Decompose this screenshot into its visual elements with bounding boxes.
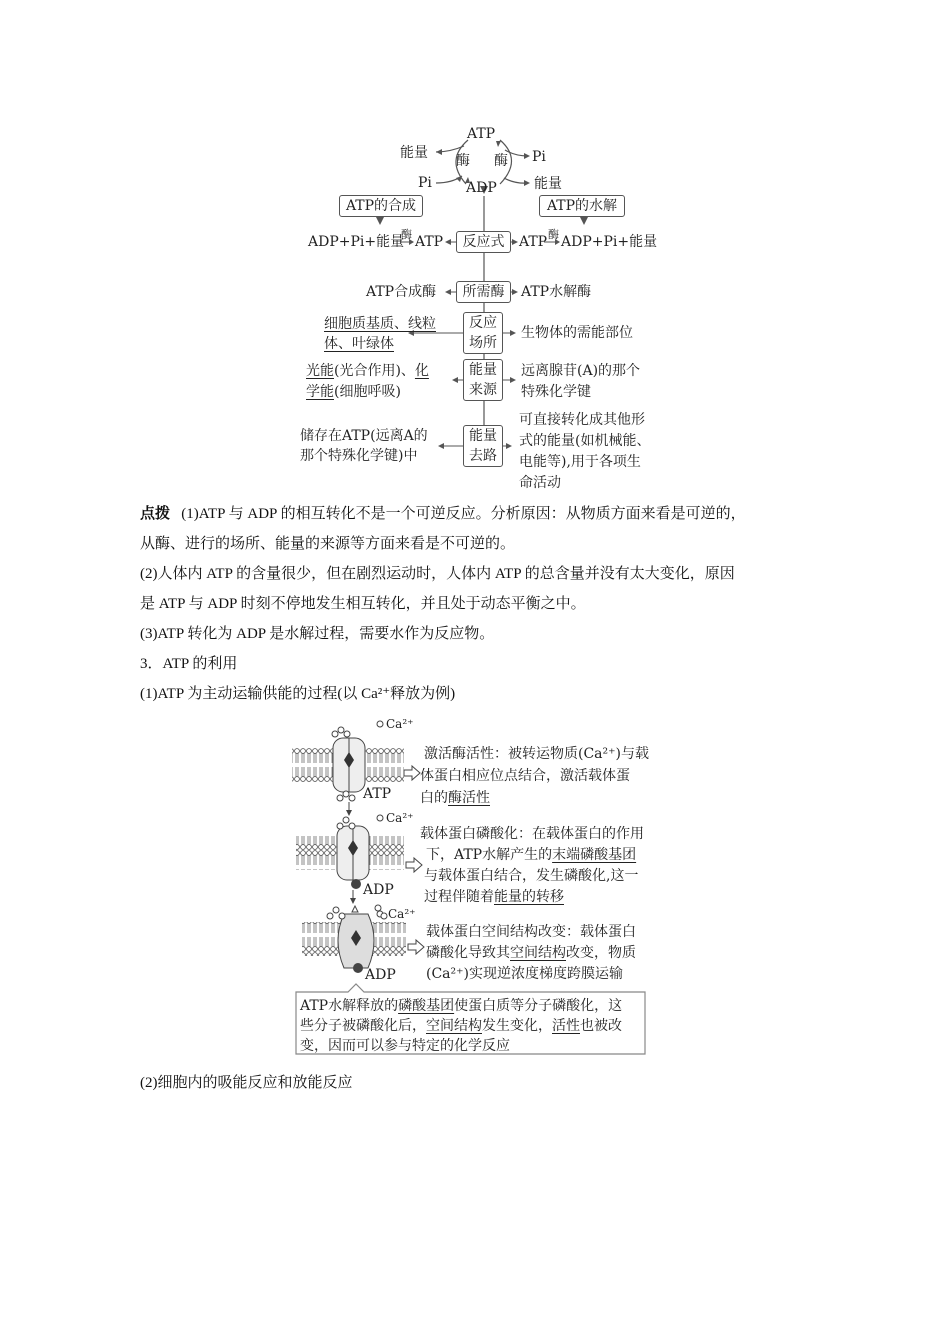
fate-right-line1: 可直接转化成其他形 xyxy=(519,412,645,428)
equation-left-product: ATP xyxy=(415,234,444,250)
tip-p1-line2: 从酶、进行的场所、能量的来源等方面来看是不可逆的。 xyxy=(140,536,516,552)
tip-p2-line2: 是 ATP 与 ADP 时刻不停地发生相互转化，并且处于动态平衡之中。 xyxy=(140,596,586,612)
tip-p1-line1-text: (1)ATP 与 ADP 的相互转化不是一个可逆反应。分析原因：从物质方面来看是可逆的， xyxy=(181,506,746,522)
synthesis-title-box: ATP的合成 xyxy=(339,195,423,217)
equation-left: ADP+Pi+能量 xyxy=(308,234,405,250)
step1-line3 xyxy=(420,788,490,808)
cycle-enzyme-left: 酶 xyxy=(456,153,470,169)
step3-line2-c: 改变，物质 xyxy=(566,945,636,961)
equation-right-product: ADP+Pi+能量 xyxy=(561,234,658,250)
step3-line3: (Ca²⁺)实现逆浓度梯度跨膜运输 xyxy=(426,966,623,982)
summary-line2 xyxy=(300,1016,622,1036)
ca-label-1: Ca²⁺ xyxy=(386,717,414,731)
tip-p2-line1: (2)人体内 ATP 的含量很少，但在剧烈运动时，人体内 ATP 的总含量并没有太大变化，原因 xyxy=(140,566,735,582)
source-respiration: (细胞呼吸) xyxy=(334,384,401,400)
step2-line4-a: 过程伴随着 xyxy=(424,889,494,905)
step2-line1: 载体蛋白磷酸化：在载体蛋白的作用 xyxy=(420,826,644,842)
fate-right-line3: 电能等),用于各项生 xyxy=(519,454,641,470)
site-left-line1: 细胞质基质、线粒 xyxy=(324,316,436,332)
hydrolysis-title-box: ATP的水解 xyxy=(539,195,625,217)
summary-line1 xyxy=(300,996,622,1016)
cycle-enzyme-right: 酶 xyxy=(494,153,508,169)
cycle-right-energy: 能量 xyxy=(534,176,562,192)
site-left-line2: 体、叶绿体 xyxy=(324,336,394,352)
source-light-energy: 光能 xyxy=(306,363,334,379)
step3-spatial-structure: 空间结构 xyxy=(510,945,566,961)
step2-phosphate-group: 末端磷酸基团 xyxy=(552,847,637,863)
source-photosynthesis: (光合作用)、 xyxy=(334,363,415,379)
fate-center-line2: 去路 xyxy=(469,448,497,464)
source-center-line1: 能量 xyxy=(469,362,497,378)
cycle-left-energy: 能量 xyxy=(400,145,428,161)
step3-line2-a: 磷酸化导致其 xyxy=(426,945,510,961)
equation-center-box: 反应式 xyxy=(456,231,511,253)
source-right-line1: 远离腺苷(A)的那个 xyxy=(521,363,641,379)
summary-line2-c: 发生变化， xyxy=(482,1018,552,1034)
source-chem-b: 学能 xyxy=(306,384,334,400)
fate-left-line2: 那个特殊化学键)中 xyxy=(300,448,418,464)
tip-p3: (3)ATP 转化为 ADP 是水解过程，需要水作为反应物。 xyxy=(140,626,495,642)
cycle-adp: ADP xyxy=(466,180,497,196)
site-center-line1: 反应 xyxy=(469,315,497,331)
summary-line1-c: 使蛋白质等分子磷酸化，这 xyxy=(454,998,623,1014)
cycle-left-pi: Pi xyxy=(418,175,432,191)
sub1-heading: (1)ATP 为主动运输供能的过程(以 Ca²⁺释放为例) xyxy=(140,686,456,702)
summary-spatial-structure: 空间结构 xyxy=(426,1018,482,1034)
step1-line2: 体蛋白相应位点结合，激活载体蛋 xyxy=(420,768,630,784)
enzyme-left: ATP合成酶 xyxy=(366,284,437,300)
summary-line2-e: 也被改 xyxy=(580,1018,622,1034)
step2-line2-a: 下，ATP水解产生的 xyxy=(426,847,553,863)
section3-heading: 3．ATP 的利用 xyxy=(140,656,238,672)
step1-line1: 激活酶活性：被转运物质(Ca²⁺)与载 xyxy=(424,746,649,762)
source-center-line2: 来源 xyxy=(469,382,497,398)
source-right-line2: 特殊化学键 xyxy=(521,384,591,400)
step2-line4 xyxy=(424,887,564,907)
adp-label-1: ADP xyxy=(363,882,394,898)
fate-right-line2: 式的能量(如机械能、 xyxy=(519,433,651,449)
summary-phosphate-group: 磷酸基团 xyxy=(398,998,455,1014)
tip-label: 点拨 xyxy=(140,506,171,522)
step1-line3-a: 白的 xyxy=(420,790,448,806)
site-center-line2: 场所 xyxy=(469,335,497,351)
ca-label-3: Ca²⁺ xyxy=(388,907,416,921)
step2-line3: 与载体蛋白结合，发生磷酸化,这一 xyxy=(424,868,639,884)
fate-right-line4: 命活动 xyxy=(519,475,561,491)
step1-enzyme-activity: 酶活性 xyxy=(448,790,490,806)
enzyme-right: ATP水解酶 xyxy=(521,284,592,300)
step3-line2 xyxy=(426,943,636,963)
site-right: 生物体的需能部位 xyxy=(521,325,633,341)
step2-energy-transfer: 能量的转移 xyxy=(494,889,564,905)
equation-right-enzyme: 酶 xyxy=(548,228,559,241)
fate-center-line1: 能量 xyxy=(469,428,497,444)
equation-right-start: ATP xyxy=(519,234,548,250)
enzyme-center-box: 所需酶 xyxy=(456,281,511,303)
step3-line1: 载体蛋白空间结构改变：载体蛋白 xyxy=(426,924,636,940)
equation-left-enzyme: 酶 xyxy=(401,228,412,241)
summary-line2-a: 些分子被磷酸化后， xyxy=(300,1018,426,1034)
cycle-right-pi: Pi xyxy=(532,149,546,165)
cycle-atp: ATP xyxy=(467,126,496,142)
atp-label: ATP xyxy=(363,786,392,802)
adp-label-2: ADP xyxy=(365,967,396,983)
step2-line2 xyxy=(426,845,636,865)
summary-line1-a: ATP水解释放的 xyxy=(300,998,399,1014)
source-chem-a: 化 xyxy=(414,363,429,379)
ca-label-2: Ca²⁺ xyxy=(386,811,414,825)
summary-line3: 变，因而可以参与特定的化学反应 xyxy=(300,1038,510,1054)
fate-left-line1: 储存在ATP(远离A的 xyxy=(300,428,428,444)
sub2-heading: (2)细胞内的吸能反应和放能反应 xyxy=(140,1075,353,1091)
summary-activity: 活性 xyxy=(552,1018,580,1034)
